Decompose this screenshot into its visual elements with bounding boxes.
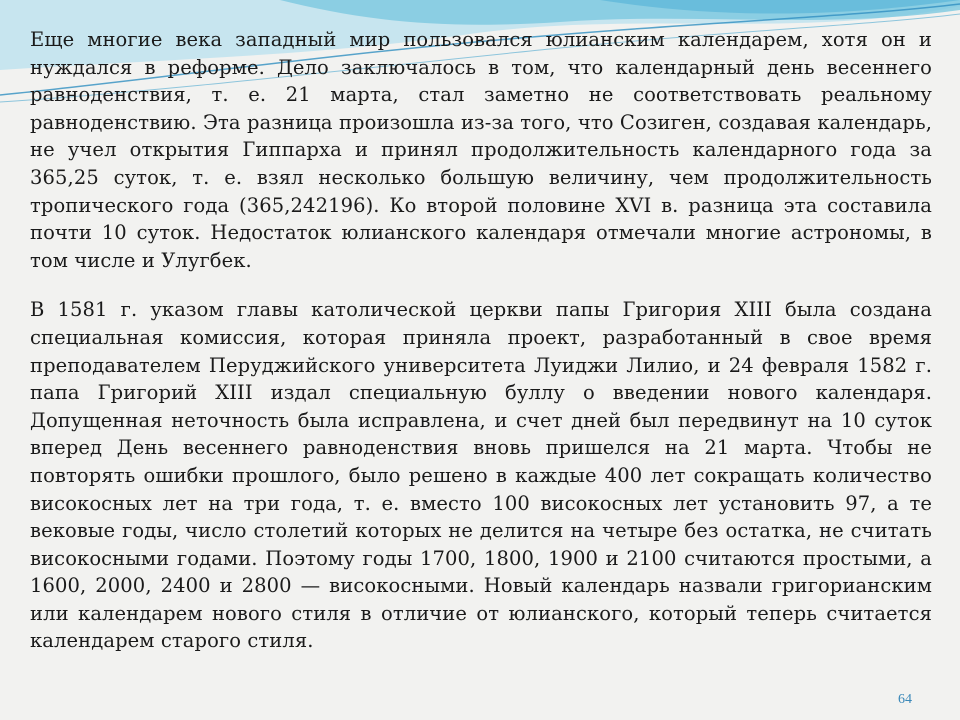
paragraph-julian-calendar: Еще многие века западный мир пользовался юлианским календарем, хотя он и нуждался в реформе. Дело заключалось в том, что календарный день весеннего равноденствия, т. е. 21 марта, стал заметно не соответствовать реальному равноденствию. Эта разница произошла из-за того, что Созиген, создавая календарь, не учел открытия Гиппарха и принял продолжительность календарного года за 365,25 суток, т. е. взял несколько большую величину, чем продолжительность тропического года (365,242196). Ко второй половине XVI в. разница эта составила почти 10 суток. Недостаток юлианского календаря отмечали многие астрономы, в том числе и Улугбек. (30, 28, 932, 272)
page-number: 64 (898, 692, 912, 707)
slide-body-text (30, 26, 932, 655)
paragraph-gregorian-reform: В 1581 г. указом главы католической церкви папы Григория XIII была создана специальная комиссия, которая приняла проект, разработанный в свое время преподавателем Перуджийского университета Луиджи Лилио, и 24 февраля 1582 г. папа Григорий XIII издал специальную буллу о введении нового календаря. Допущенная неточность была исправлена, и счет дней был передвинут на 10 суток вперед День весеннего равноденствия вновь пришелся на 21 марта. Чтобы не повторять ошибки прошлого, было решено в каждые 400 лет сокращать количество високосных лет на три года, т. е. вместо 100 високосных лет установить 97, а те вековые годы, число столетий которых не делится на четыре без остатка, не считать високосными годами. Поэтому годы 1700, 1800, 1900 и 2100 считаются простыми, а 1600, 2000, 2400 и 2800 — високосными. Новый календарь назвали григорианским или календарем нового стиля в отличие от юлианского, который теперь считается календарем старого стиля. (30, 298, 932, 653)
